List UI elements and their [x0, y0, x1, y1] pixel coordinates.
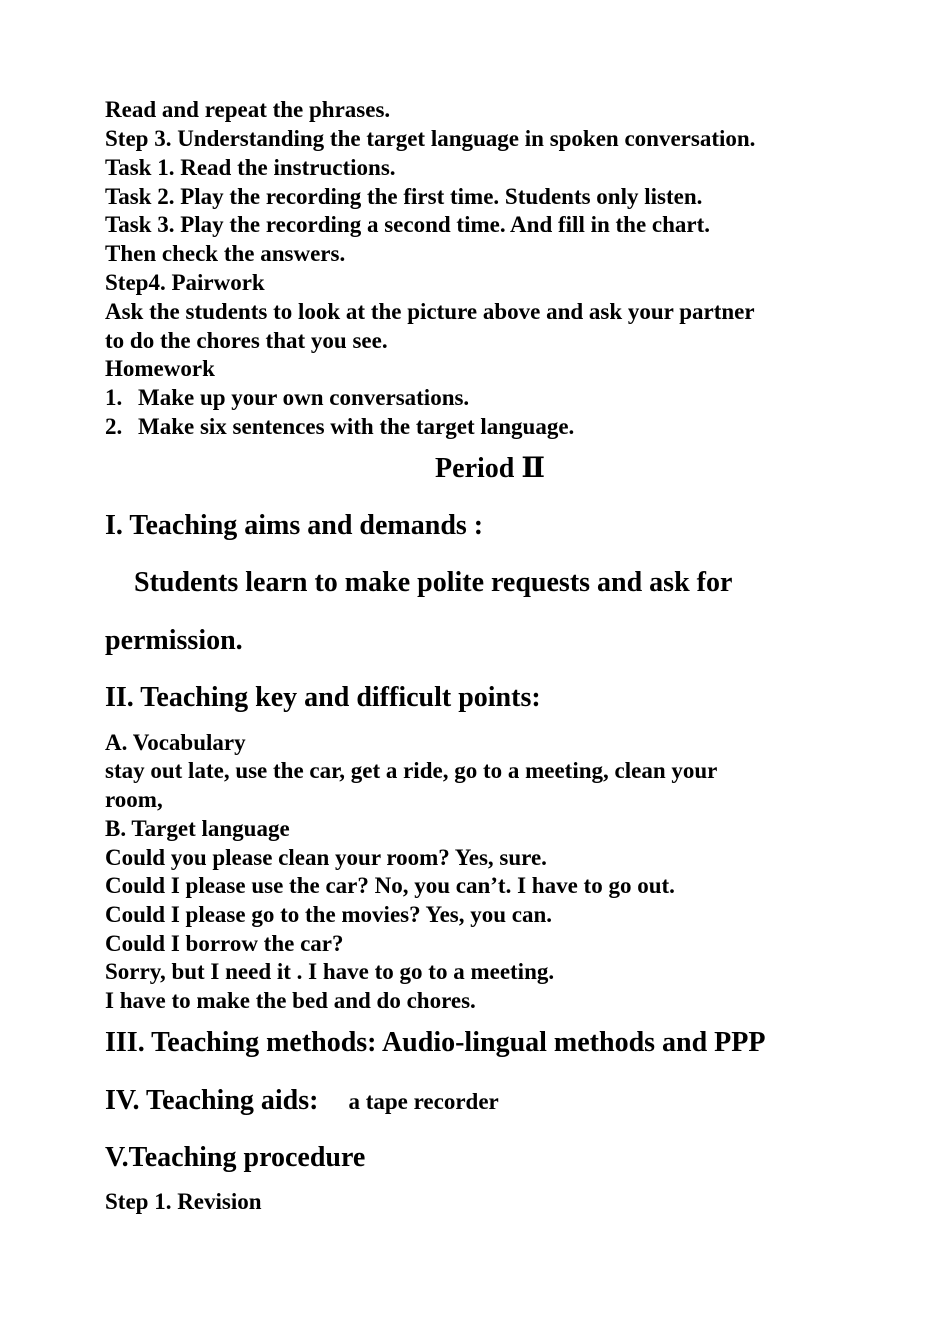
target-sentence: Could I please use the car? No, you can’t. I have to go out.	[105, 873, 675, 898]
aids-heading: IV. Teaching aids:	[105, 1085, 319, 1116]
target-sentence: Could I borrow the car?	[105, 931, 344, 956]
task-2-line: Task 2. Play the recording the first time. Students only listen.	[105, 184, 703, 209]
vocabulary-text: stay out late, use the car, get a ride, go to a meeting, clean your	[105, 758, 718, 783]
section-heading-procedure: V.Teaching procedure	[105, 1142, 366, 1173]
vocabulary-text: room,	[105, 787, 163, 812]
list-item-text: Make up your own conversations.	[138, 385, 470, 410]
step-1-line: Step 1. Revision	[105, 1189, 262, 1214]
list-number: 1.	[105, 385, 123, 410]
text-line: Read and repeat the phrases.	[105, 97, 391, 122]
aids-value: a tape recorder	[348, 1089, 499, 1114]
homework-heading: Homework	[105, 356, 215, 381]
text-line: Then check the answers.	[105, 241, 346, 266]
text-line: Ask the students to look at the picture above and ask your partner	[105, 299, 755, 324]
period-title: Period Ⅱ	[435, 453, 545, 484]
section-heading-aims: I. Teaching aims and demands :	[105, 510, 484, 541]
aims-text: permission.	[105, 625, 243, 656]
text-line: to do the chores that you see.	[105, 328, 388, 353]
section-heading-methods: III. Teaching methods: Audio-lingual methods and PPP	[105, 1027, 766, 1058]
target-language-label: B. Target language	[105, 816, 290, 841]
list-number: 2.	[105, 414, 123, 439]
target-sentence: Sorry, but I need it . I have to go to a meeting.	[105, 959, 555, 984]
target-sentence: I have to make the bed and do chores.	[105, 988, 476, 1013]
task-1-line: Task 1. Read the instructions.	[105, 155, 396, 180]
target-sentence: Could you please clean your room? Yes, sure.	[105, 845, 547, 870]
list-item-text: Make six sentences with the target language.	[138, 414, 575, 439]
task-3-line: Task 3. Play the recording a second time. And fill in the chart.	[105, 212, 711, 237]
section-heading-aids	[105, 1084, 499, 1119]
homework-item	[105, 412, 574, 441]
step-4-line: Step4. Pairwork	[105, 270, 265, 295]
section-heading-key-points: II. Teaching key and difficult points:	[105, 682, 541, 713]
step-3-line: Step 3. Understanding the target language in spoken conversation.	[105, 126, 756, 151]
homework-item	[105, 383, 469, 412]
vocabulary-label: A. Vocabulary	[105, 730, 246, 755]
target-sentence: Could I please go to the movies? Yes, you can.	[105, 902, 553, 927]
aims-text: Students learn to make polite requests and ask for	[134, 567, 733, 598]
